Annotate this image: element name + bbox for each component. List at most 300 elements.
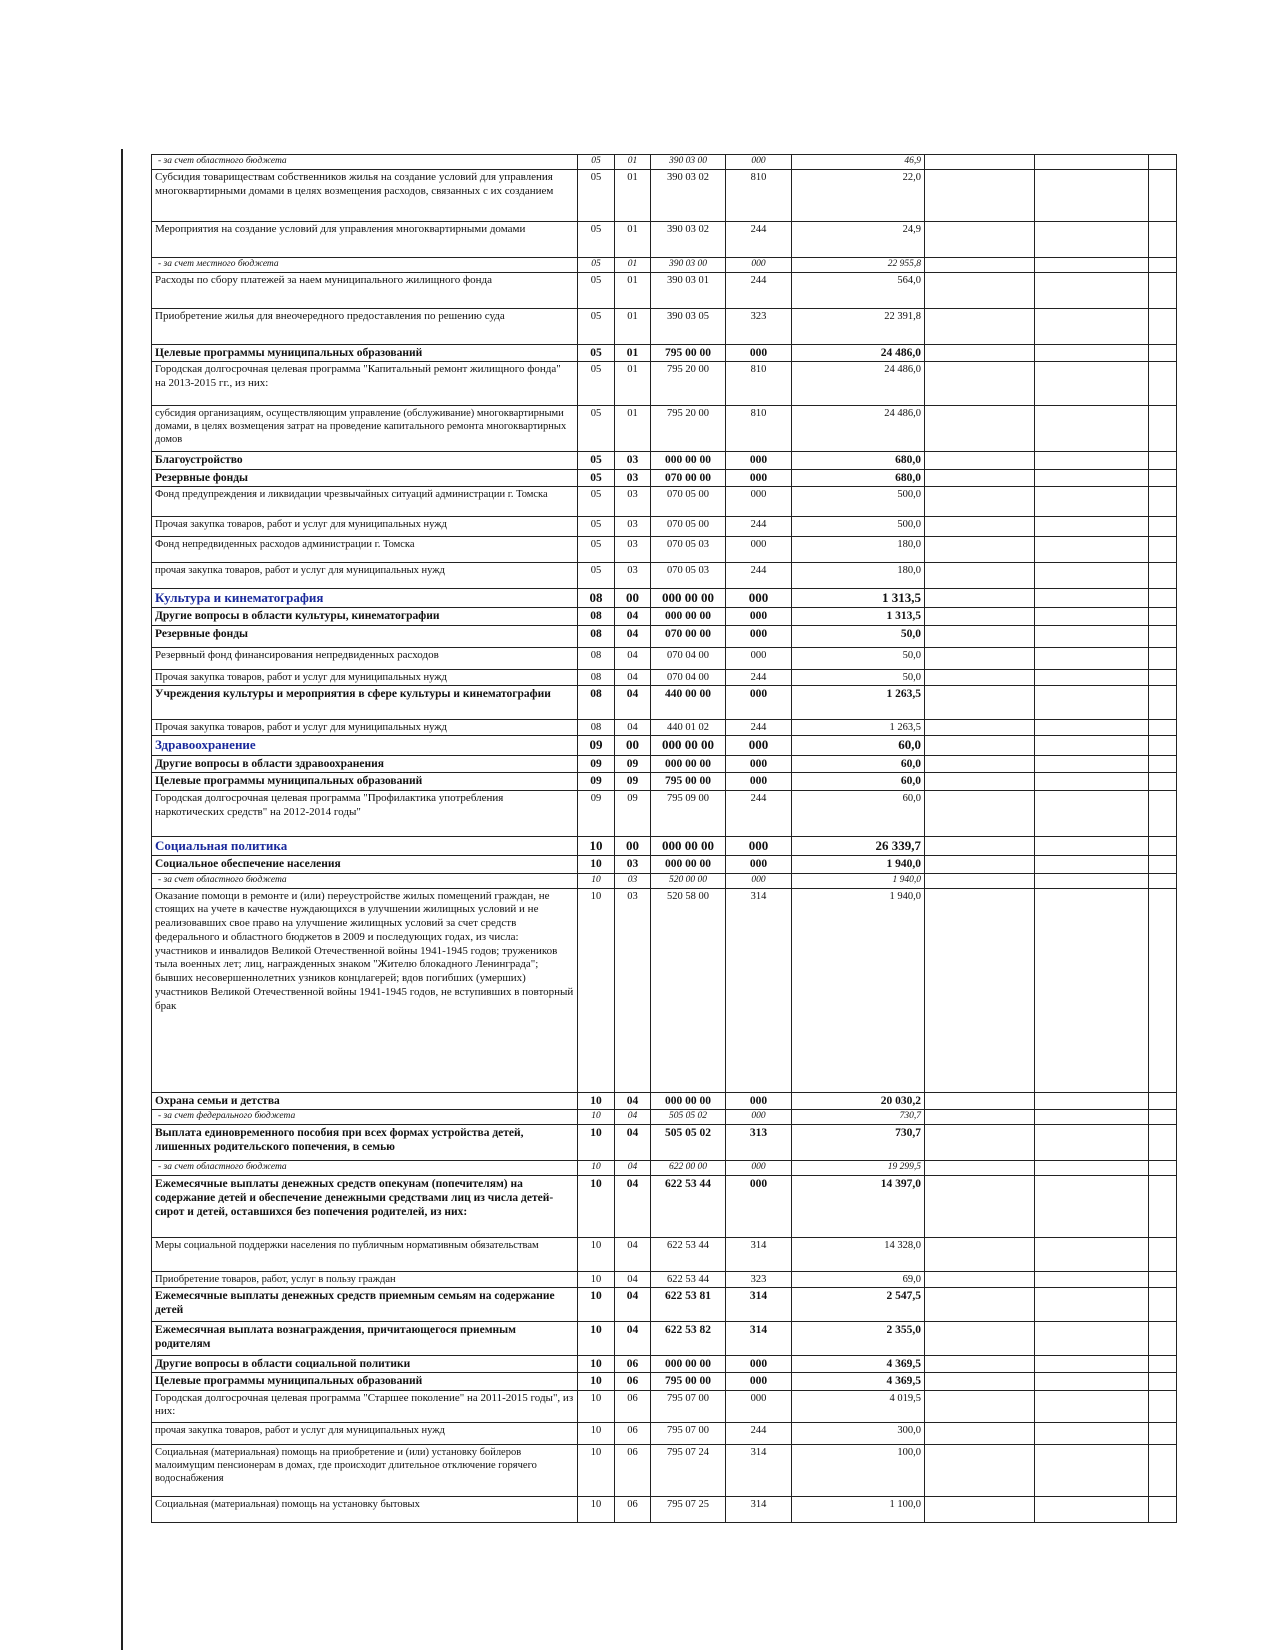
table-row: [152, 1496, 1177, 1522]
expense-type-code: 000: [726, 856, 792, 873]
expense-type-code: 000: [726, 648, 792, 670]
amount: 180,0: [792, 536, 925, 562]
section-code: 05: [578, 344, 615, 361]
row-name: Резервные фонды: [152, 626, 578, 648]
target-article-code: 000 00 00: [651, 837, 726, 856]
empty-cell: [925, 670, 1035, 686]
amount: 60,0: [792, 755, 925, 772]
subsection-code: 03: [615, 486, 651, 516]
empty-cell: [1035, 1321, 1149, 1355]
empty-cell: [1035, 1092, 1149, 1109]
empty-cell: [1149, 308, 1177, 344]
expense-type-code: 244: [726, 516, 792, 536]
table-row: [152, 362, 1177, 406]
expense-type-code: 000: [726, 755, 792, 772]
empty-cell: [1149, 562, 1177, 588]
target-article-code: 505 05 02: [651, 1109, 726, 1124]
empty-cell: [925, 720, 1035, 736]
amount: 46,9: [792, 155, 925, 170]
empty-cell: [1149, 1422, 1177, 1444]
subsection-code: 04: [615, 1124, 651, 1160]
table-row: [152, 837, 1177, 856]
amount: 2 547,5: [792, 1287, 925, 1321]
target-article-code: 795 00 00: [651, 1373, 726, 1390]
row-name: Учреждения культуры и мероприятия в сфере культуры и кинематографии: [152, 686, 578, 720]
empty-cell: [1035, 1496, 1149, 1522]
empty-cell: [925, 536, 1035, 562]
section-code: 05: [578, 536, 615, 562]
empty-cell: [1149, 469, 1177, 486]
subsection-code: 01: [615, 308, 651, 344]
row-name: Ежемесячные выплаты денежных средств приемным семьям на содержание детей: [152, 1287, 578, 1321]
empty-cell: [1035, 873, 1149, 888]
table-row: [152, 1271, 1177, 1287]
empty-cell: [925, 1321, 1035, 1355]
subsection-code: 06: [615, 1373, 651, 1390]
expense-type-code: 000: [726, 837, 792, 856]
empty-cell: [1149, 452, 1177, 469]
empty-cell: [1035, 1373, 1149, 1390]
subsection-code: 01: [615, 257, 651, 272]
empty-cell: [925, 791, 1035, 837]
subsection-code: 09: [615, 755, 651, 772]
amount: 180,0: [792, 562, 925, 588]
table-row: [152, 1109, 1177, 1124]
empty-cell: [1035, 888, 1149, 1092]
budget-table: [151, 154, 1177, 1523]
empty-cell: [1035, 670, 1149, 686]
empty-cell: [925, 272, 1035, 308]
expense-type-code: 810: [726, 169, 792, 221]
empty-cell: [925, 221, 1035, 257]
section-code: 10: [578, 1496, 615, 1522]
table-row: [152, 720, 1177, 736]
amount: 19 299,5: [792, 1160, 925, 1175]
empty-cell: [1149, 1237, 1177, 1271]
amount: 1 940,0: [792, 873, 925, 888]
target-article-code: 390 03 05: [651, 308, 726, 344]
empty-cell: [925, 562, 1035, 588]
row-name: Фонд непредвиденных расходов администрации г. Томска: [152, 536, 578, 562]
empty-cell: [1149, 755, 1177, 772]
table-row: [152, 406, 1177, 452]
empty-cell: [1035, 648, 1149, 670]
empty-cell: [1149, 362, 1177, 406]
amount: 69,0: [792, 1271, 925, 1287]
section-code: 05: [578, 308, 615, 344]
expense-type-code: 810: [726, 362, 792, 406]
table-row: [152, 873, 1177, 888]
row-name: Фонд предупреждения и ликвидации чрезвычайных ситуаций администрации г. Томска: [152, 486, 578, 516]
empty-cell: [1149, 1444, 1177, 1496]
table-row: [152, 1373, 1177, 1390]
expense-type-code: 810: [726, 406, 792, 452]
subsection-code: 03: [615, 469, 651, 486]
empty-cell: [925, 1422, 1035, 1444]
row-name: Культура и кинематография: [152, 588, 578, 607]
expense-type-code: 000: [726, 588, 792, 607]
table-row: [152, 536, 1177, 562]
empty-cell: [1149, 1496, 1177, 1522]
row-name: Целевые программы муниципальных образований: [152, 1373, 578, 1390]
subsection-code: 09: [615, 791, 651, 837]
target-article-code: 795 20 00: [651, 406, 726, 452]
empty-cell: [1149, 155, 1177, 170]
empty-cell: [925, 1092, 1035, 1109]
section-code: 10: [578, 1175, 615, 1237]
amount: 500,0: [792, 486, 925, 516]
amount: 564,0: [792, 272, 925, 308]
expense-type-code: 000: [726, 1175, 792, 1237]
section-code: 08: [578, 626, 615, 648]
empty-cell: [925, 1355, 1035, 1372]
expense-type-code: 314: [726, 888, 792, 1092]
amount: 24 486,0: [792, 344, 925, 361]
expense-type-code: 000: [726, 257, 792, 272]
empty-cell: [925, 1124, 1035, 1160]
empty-cell: [925, 155, 1035, 170]
table-row: [152, 1390, 1177, 1422]
expense-type-code: 244: [726, 272, 792, 308]
target-article-code: 070 04 00: [651, 648, 726, 670]
empty-cell: [1149, 1287, 1177, 1321]
section-code: 05: [578, 486, 615, 516]
amount: 26 339,7: [792, 837, 925, 856]
subsection-code: 09: [615, 773, 651, 791]
empty-cell: [925, 856, 1035, 873]
amount: 50,0: [792, 648, 925, 670]
table-row: [152, 486, 1177, 516]
target-article-code: 795 09 00: [651, 791, 726, 837]
expense-type-code: 000: [726, 1109, 792, 1124]
empty-cell: [925, 837, 1035, 856]
expense-type-code: 000: [726, 536, 792, 562]
amount: 1 940,0: [792, 888, 925, 1092]
row-name: Субсидия товариществам собственников жилья на создание условий для управления многоквартирными домами в целях возмещения расходов, связанных с их созданием: [152, 169, 578, 221]
row-name: Выплата единовременного пособия при всех формах устройства детей, лишенных родительского попечения, в семью: [152, 1124, 578, 1160]
amount: 22 391,8: [792, 308, 925, 344]
section-code: 10: [578, 1160, 615, 1175]
section-code: 08: [578, 670, 615, 686]
target-article-code: 070 05 03: [651, 562, 726, 588]
empty-cell: [1035, 626, 1149, 648]
target-article-code: 622 53 82: [651, 1321, 726, 1355]
table-row: [152, 686, 1177, 720]
empty-cell: [1035, 155, 1149, 170]
empty-cell: [1149, 1124, 1177, 1160]
empty-cell: [1035, 773, 1149, 791]
amount: 730,7: [792, 1109, 925, 1124]
expense-type-code: 000: [726, 452, 792, 469]
target-article-code: 622 00 00: [651, 1160, 726, 1175]
empty-cell: [1149, 344, 1177, 361]
subsection-code: 06: [615, 1355, 651, 1372]
empty-cell: [925, 452, 1035, 469]
empty-cell: [1149, 1390, 1177, 1422]
expense-type-code: 000: [726, 736, 792, 755]
target-article-code: 390 03 00: [651, 155, 726, 170]
empty-cell: [925, 516, 1035, 536]
empty-cell: [1035, 1444, 1149, 1496]
expense-type-code: 313: [726, 1124, 792, 1160]
expense-type-code: 000: [726, 686, 792, 720]
amount: 50,0: [792, 626, 925, 648]
empty-cell: [1035, 516, 1149, 536]
empty-cell: [1149, 648, 1177, 670]
section-code: 10: [578, 1109, 615, 1124]
table-row: [152, 1422, 1177, 1444]
section-code: 05: [578, 155, 615, 170]
empty-cell: [1035, 344, 1149, 361]
empty-cell: [1035, 1355, 1149, 1372]
table-row: [152, 272, 1177, 308]
target-article-code: 622 53 81: [651, 1287, 726, 1321]
empty-cell: [925, 773, 1035, 791]
empty-cell: [925, 588, 1035, 607]
amount: 1 940,0: [792, 856, 925, 873]
amount: 60,0: [792, 736, 925, 755]
page-left-rule: [121, 149, 123, 1650]
empty-cell: [1149, 670, 1177, 686]
expense-type-code: 000: [726, 1373, 792, 1390]
amount: 1 263,5: [792, 720, 925, 736]
empty-cell: [925, 1160, 1035, 1175]
empty-cell: [1035, 469, 1149, 486]
expense-type-code: 000: [726, 608, 792, 626]
empty-cell: [1035, 1237, 1149, 1271]
subsection-code: 01: [615, 362, 651, 406]
empty-cell: [1035, 257, 1149, 272]
table-row: [152, 1237, 1177, 1271]
empty-cell: [925, 257, 1035, 272]
target-article-code: 390 03 00: [651, 257, 726, 272]
subsection-code: 04: [615, 1271, 651, 1287]
expense-type-code: 000: [726, 155, 792, 170]
row-name: - за счет местного бюджета: [152, 257, 578, 272]
empty-cell: [1149, 257, 1177, 272]
section-code: 08: [578, 608, 615, 626]
empty-cell: [925, 1175, 1035, 1237]
amount: 300,0: [792, 1422, 925, 1444]
empty-cell: [1035, 406, 1149, 452]
target-article-code: 520 58 00: [651, 888, 726, 1092]
empty-cell: [1149, 486, 1177, 516]
empty-cell: [925, 873, 1035, 888]
expense-type-code: 314: [726, 1287, 792, 1321]
expense-type-code: 244: [726, 1422, 792, 1444]
empty-cell: [925, 648, 1035, 670]
empty-cell: [1149, 791, 1177, 837]
amount: 60,0: [792, 791, 925, 837]
subsection-code: 01: [615, 221, 651, 257]
subsection-code: 06: [615, 1422, 651, 1444]
subsection-code: 04: [615, 720, 651, 736]
table-row: [152, 856, 1177, 873]
amount: 1 263,5: [792, 686, 925, 720]
target-article-code: 505 05 02: [651, 1124, 726, 1160]
table-row: [152, 308, 1177, 344]
subsection-code: 01: [615, 169, 651, 221]
table-row: [152, 588, 1177, 607]
empty-cell: [925, 1444, 1035, 1496]
table-row: [152, 1287, 1177, 1321]
row-name: - за счет областного бюджета: [152, 155, 578, 170]
table-row: [152, 562, 1177, 588]
row-name: Социальная (материальная) помощь на приобретение и (или) установку бойлеров малоимущим пенсионерам в домах, где происходит длительное отключение горячего водоснабжения: [152, 1444, 578, 1496]
section-code: 09: [578, 755, 615, 772]
empty-cell: [1149, 272, 1177, 308]
row-name: Целевые программы муниципальных образований: [152, 344, 578, 361]
table-row: [152, 344, 1177, 361]
section-code: 05: [578, 562, 615, 588]
empty-cell: [1149, 837, 1177, 856]
empty-cell: [925, 486, 1035, 516]
row-name: Городская долгосрочная целевая программа "Старшее поколение" на 2011-2015 годы", из них:: [152, 1390, 578, 1422]
empty-cell: [1149, 1109, 1177, 1124]
subsection-code: 03: [615, 536, 651, 562]
row-name: Расходы по сбору платежей за наем муниципального жилищного фонда: [152, 272, 578, 308]
table-row: [152, 608, 1177, 626]
subsection-code: 03: [615, 452, 651, 469]
target-article-code: 795 07 00: [651, 1422, 726, 1444]
subsection-code: 04: [615, 648, 651, 670]
subsection-code: 04: [615, 1321, 651, 1355]
empty-cell: [1035, 755, 1149, 772]
empty-cell: [1035, 362, 1149, 406]
expense-type-code: 000: [726, 1160, 792, 1175]
expense-type-code: 323: [726, 1271, 792, 1287]
empty-cell: [1035, 736, 1149, 755]
empty-cell: [1035, 308, 1149, 344]
row-name: Резервные фонды: [152, 469, 578, 486]
target-article-code: 795 00 00: [651, 344, 726, 361]
target-article-code: 795 20 00: [651, 362, 726, 406]
empty-cell: [1035, 221, 1149, 257]
empty-cell: [1035, 562, 1149, 588]
empty-cell: [1149, 736, 1177, 755]
target-article-code: 000 00 00: [651, 588, 726, 607]
empty-cell: [1149, 1355, 1177, 1372]
empty-cell: [1035, 1271, 1149, 1287]
empty-cell: [1035, 588, 1149, 607]
section-code: 10: [578, 837, 615, 856]
row-name: Социальная политика: [152, 837, 578, 856]
section-code: 10: [578, 1422, 615, 1444]
row-name: Охрана семьи и детства: [152, 1092, 578, 1109]
amount: 4 369,5: [792, 1355, 925, 1372]
empty-cell: [1149, 873, 1177, 888]
amount: 680,0: [792, 452, 925, 469]
section-code: 08: [578, 588, 615, 607]
target-article-code: 070 05 00: [651, 486, 726, 516]
row-name: - за счет федерального бюджета: [152, 1109, 578, 1124]
empty-cell: [1149, 221, 1177, 257]
empty-cell: [1035, 720, 1149, 736]
target-article-code: 622 53 44: [651, 1237, 726, 1271]
table-row: [152, 516, 1177, 536]
table-row: [152, 626, 1177, 648]
subsection-code: 01: [615, 344, 651, 361]
section-code: 10: [578, 1355, 615, 1372]
target-article-code: 000 00 00: [651, 856, 726, 873]
amount: 14 328,0: [792, 1237, 925, 1271]
row-name: Ежемесячные выплаты денежных средств опекунам (попечителям) на содержание детей и обеспечение денежными средствами лиц из числа детей-сирот и детей, оставшихся без попечения родителей, из них:: [152, 1175, 578, 1237]
amount: 24 486,0: [792, 362, 925, 406]
target-article-code: 390 03 02: [651, 169, 726, 221]
empty-cell: [925, 362, 1035, 406]
section-code: 08: [578, 720, 615, 736]
subsection-code: 03: [615, 516, 651, 536]
empty-cell: [1149, 516, 1177, 536]
row-name: Городская долгосрочная целевая программа "Профилактика употребления наркотических средств" на 2012-2014 годы": [152, 791, 578, 837]
section-code: 10: [578, 1271, 615, 1287]
amount: 4 019,5: [792, 1390, 925, 1422]
amount: 730,7: [792, 1124, 925, 1160]
section-code: 05: [578, 406, 615, 452]
empty-cell: [1035, 856, 1149, 873]
amount: 24,9: [792, 221, 925, 257]
expense-type-code: 000: [726, 1355, 792, 1372]
row-name: прочая закупка товаров, работ и услуг для муниципальных нужд: [152, 1422, 578, 1444]
empty-cell: [1035, 837, 1149, 856]
section-code: 05: [578, 452, 615, 469]
target-article-code: 390 03 01: [651, 272, 726, 308]
subsection-code: 06: [615, 1496, 651, 1522]
row-name: прочая закупка товаров, работ и услуг для муниципальных нужд: [152, 562, 578, 588]
table-row: [152, 1124, 1177, 1160]
target-article-code: 795 07 25: [651, 1496, 726, 1522]
empty-cell: [925, 1390, 1035, 1422]
expense-type-code: 000: [726, 1390, 792, 1422]
subsection-code: 04: [615, 1175, 651, 1237]
row-name: Социальное обеспечение населения: [152, 856, 578, 873]
empty-cell: [1149, 888, 1177, 1092]
subsection-code: 03: [615, 562, 651, 588]
subsection-code: 04: [615, 626, 651, 648]
empty-cell: [1035, 1124, 1149, 1160]
target-article-code: 070 05 03: [651, 536, 726, 562]
expense-type-code: 000: [726, 486, 792, 516]
row-name: - за счет областного бюджета: [152, 873, 578, 888]
empty-cell: [1035, 1287, 1149, 1321]
empty-cell: [925, 686, 1035, 720]
section-code: 05: [578, 469, 615, 486]
empty-cell: [1035, 1390, 1149, 1422]
subsection-code: 04: [615, 1287, 651, 1321]
row-name: Социальная (материальная) помощь на установку бытовых: [152, 1496, 578, 1522]
target-article-code: 795 00 00: [651, 773, 726, 791]
amount: 2 355,0: [792, 1321, 925, 1355]
row-name: - за счет областного бюджета: [152, 1160, 578, 1175]
subsection-code: 06: [615, 1390, 651, 1422]
empty-cell: [925, 1373, 1035, 1390]
subsection-code: 01: [615, 155, 651, 170]
amount: 500,0: [792, 516, 925, 536]
table-row: [152, 257, 1177, 272]
empty-cell: [1035, 608, 1149, 626]
row-name: Благоустройство: [152, 452, 578, 469]
empty-cell: [925, 169, 1035, 221]
empty-cell: [1035, 169, 1149, 221]
empty-cell: [925, 406, 1035, 452]
empty-cell: [1149, 1321, 1177, 1355]
section-code: 05: [578, 221, 615, 257]
section-code: 10: [578, 1287, 615, 1321]
empty-cell: [1035, 1175, 1149, 1237]
section-code: 10: [578, 1237, 615, 1271]
section-code: 08: [578, 686, 615, 720]
empty-cell: [1149, 1271, 1177, 1287]
